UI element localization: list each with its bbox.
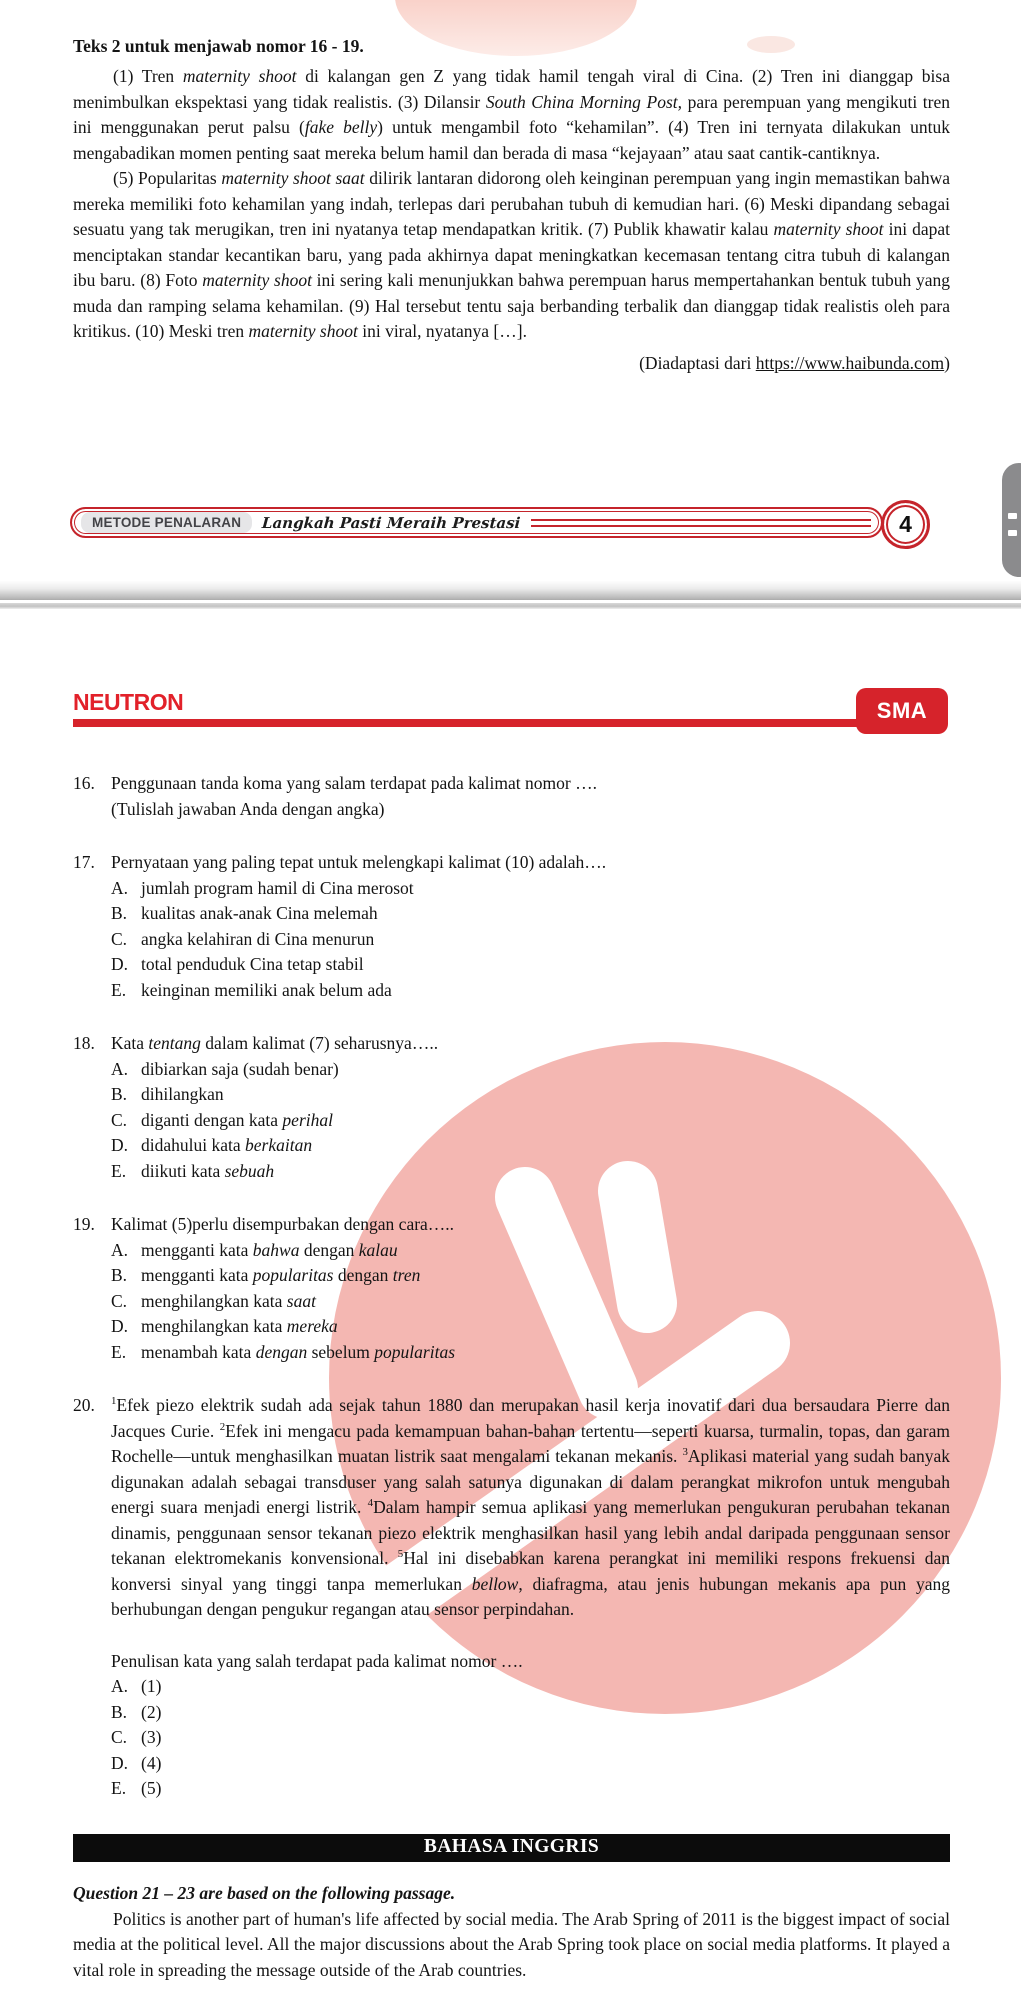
- question-prompt: Pernyataan yang paling tepat untuk melengkapi kalimat (10) adalah….: [111, 852, 607, 872]
- question-number: 19.: [73, 1214, 95, 1234]
- question-prompt: Penggunaan tanda koma yang salam terdapat pada kalimat nomor ….: [111, 773, 597, 793]
- answer-option: [111, 978, 950, 1004]
- answer-option: [111, 1108, 950, 1134]
- option-letter: B.: [111, 1084, 128, 1104]
- section-header-bar: BAHASA INGGRIS: [73, 1834, 950, 1862]
- edge-widget-dash: [1008, 513, 1017, 519]
- question-body: [111, 850, 950, 1003]
- english-passage-paragraph: Politics is another part of human's life affected by social media. The Arab Spring of 2011 is the biggest impact of social media at the political level. All the major discussions about the Arab Spring took place on social media platforms. It played a vital role in spreading the message outside of the Arab countries.: [73, 1908, 950, 1980]
- answer-option: [111, 1725, 950, 1751]
- option-letter: A.: [111, 877, 129, 898]
- page-break-edge: [0, 603, 1021, 609]
- page-break-shadow: [0, 581, 1021, 600]
- answer-option: [111, 1159, 950, 1185]
- page-number-badge: 4: [881, 500, 930, 549]
- option-letter: E.: [111, 1341, 127, 1362]
- footer-tagline: Langkah Pasti Meraih Prestasi: [261, 513, 522, 532]
- option-letter: D.: [111, 1135, 129, 1155]
- option-text: angka kelahiran di Cina menurun: [141, 928, 375, 949]
- edge-widget-dash: [1008, 530, 1017, 536]
- option-text: (3): [141, 1727, 162, 1747]
- answer-option: [111, 1238, 950, 1264]
- option-text: menambah kata dengan sebelum popularitas: [141, 1341, 456, 1362]
- question-body: [111, 1031, 950, 1184]
- option-letter: A.: [111, 1676, 129, 1696]
- page-header: [73, 689, 950, 727]
- answer-option: [111, 1340, 950, 1366]
- sma-badge: SMA: [856, 688, 948, 734]
- option-letter: B.: [111, 903, 128, 923]
- passage-paragraph-2: (5) Popularitas maternity shoot saat dilirik lantaran didorong oleh keinginan perempuan yang ingin memastikan bahwa mereka memiliki foto kehamilan yang indah, terlepas dari perubahan tubuh di kemudian hari. (6) Meski dipandang sebagai sesuatu yang tak merugikan, tren ini nyatanya tetap mendapatkan kritik. (7) Publik khawatir kalau maternity shoot ini dapat menciptakan standar kecantikan baru, yang pada akhirnya dapat meningkatkan kecemasan tentang citra tubuh di kalangan ibu baru. (8) Foto maternity shoot ini sering kali menunjukkan bahwa perempuan harus mempertahankan bentuk tubuh yang muda dan ramping selama kehamilan. (9) Hal tersebut tentu saja berbanding terbalik dan dianggap tidak realistis oleh para kritikus. (10) Meski tren maternity shoot ini viral, nyatanya […].: [73, 168, 950, 341]
- brand-logo-text: NEUTRON: [73, 689, 184, 715]
- answer-option: [111, 1674, 950, 1700]
- question-prompt: Penulisan kata yang salah terdapat pada kalimat nomor ….: [111, 1650, 523, 1671]
- question-body: [111, 1212, 950, 1365]
- answer-option: [111, 1057, 950, 1083]
- option-text: menghilangkan kata saat: [141, 1290, 316, 1311]
- citation-suffix: ): [944, 352, 950, 373]
- option-text: keinginan memiliki anak belum ada: [141, 979, 392, 1000]
- edge-widget[interactable]: [1002, 463, 1021, 577]
- option-letter: B.: [111, 1265, 128, 1285]
- footer-section-chip: METODE PENALARAN: [81, 512, 252, 533]
- option-letter: A.: [111, 1239, 129, 1260]
- option-letter: E.: [111, 1160, 127, 1181]
- option-letter: C.: [111, 1727, 128, 1747]
- option-letter: E.: [111, 1778, 127, 1798]
- option-text: (2): [141, 1701, 162, 1722]
- option-letter: C.: [111, 1109, 128, 1130]
- question-note: (Tulislah jawaban Anda dengan angka): [111, 798, 385, 819]
- questions: [73, 771, 950, 1802]
- question-block: [73, 1031, 950, 1184]
- answer-option: [111, 1289, 950, 1315]
- answer-option: [111, 1776, 950, 1802]
- answer-option: [111, 901, 950, 927]
- answer-option: [111, 1751, 950, 1777]
- option-text: (4): [141, 1752, 162, 1773]
- option-text: mengganti kata popularitas dengan tren: [141, 1265, 421, 1285]
- footer-ribbon: [70, 507, 883, 538]
- option-text: (5): [141, 1778, 162, 1798]
- option-letter: A.: [111, 1058, 129, 1079]
- citation-link[interactable]: https://www.haibunda.com: [755, 352, 945, 373]
- citation: [73, 351, 950, 377]
- option-letter: C.: [111, 928, 128, 949]
- english-passage-heading: Question 21 – 23 are based on the following passage.: [73, 1882, 456, 1903]
- question-block: [73, 850, 950, 1003]
- question-block: [73, 1212, 950, 1365]
- question-prompt: Kalimat (5)perlu disempurbakan dengan cara…..: [111, 1214, 455, 1234]
- question-block: [73, 1393, 950, 1802]
- option-text: diikuti kata sebuah: [141, 1160, 275, 1181]
- footer-leader-line: [531, 519, 871, 527]
- option-text: (1): [141, 1676, 162, 1696]
- option-text: didahului kata berkaitan: [141, 1135, 313, 1155]
- answer-option: [111, 1263, 950, 1289]
- option-text: diganti dengan kata perihal: [141, 1109, 333, 1130]
- option-letter: D.: [111, 954, 129, 974]
- question-number: 20.: [73, 1395, 95, 1415]
- brand-underline-bar: [73, 719, 878, 727]
- option-text: dihilangkan: [141, 1084, 224, 1104]
- question-number: 17.: [73, 852, 95, 872]
- question-number: 18.: [73, 1033, 95, 1053]
- question-body: [111, 1393, 950, 1802]
- option-text: menghilangkan kata mereka: [141, 1316, 338, 1336]
- option-letter: D.: [111, 1316, 129, 1336]
- exam-page-2: [0, 609, 1021, 2008]
- option-letter: D.: [111, 1752, 129, 1773]
- answer-option: [111, 1700, 950, 1726]
- option-text: kualitas anak-anak Cina melemah: [141, 903, 378, 923]
- answer-option: [111, 952, 950, 978]
- question-number: 16.: [73, 773, 95, 793]
- option-text: mengganti kata bahwa dengan kalau: [141, 1239, 398, 1260]
- question-block: [73, 771, 950, 822]
- passage-title: Teks 2 untuk menjawab nomor 16 - 19.: [73, 36, 364, 56]
- answer-option: [111, 1314, 950, 1340]
- exam-page-1: [0, 0, 1021, 581]
- option-letter: C.: [111, 1290, 128, 1311]
- answer-option: [111, 1133, 950, 1159]
- option-letter: E.: [111, 979, 127, 1000]
- answer-option: [111, 1082, 950, 1108]
- option-text: dibiarkan saja (sudah benar): [141, 1058, 339, 1079]
- question-prompt: Kata tentang dalam kalimat (7) seharusnya…..: [111, 1033, 439, 1053]
- question-passage: $^1$Efek piezo elektrik sudah ada sejak tahun 1880 dan merupakan hasil kerja inovatif dari dua bersaudara Pierre dan Jacques Curie. $^2$Efek ini mengacu pada kemampuan bahan-bahan tertentu—seperti kuarsa, turmalin, topas, dan garam Rochelle—untuk menghasilkan muatan listrik saat mengalami tekanan mekanis. $^3$Aplikasi material yang sudah banyak digunakan adalah sebagai transduser yang salah satunya digunakan di dalam perangkat mikrofon untuk mengubah energi suara menjadi energi listrik. $^4$Dalam hampir semua aplikasi yang memerlukan pengukuran perubahan tekanan dinamis, penggunaan sensor tekanan piezo elektrik menghasilkan hasil yang lebih andal daripada penggunaan sensor tekanan elektromekanis konvensional. $^5$Hal ini disebabkan karena perangkat ini memiliki respons frekuensi dan konversi sinyal yang tinggi tanpa memerlukan bellow, diafragma, atau jenis hubungan mekanis apa pun yang berhubungan dengan pengukur regangan atau sensor perpindahan.: [111, 1395, 950, 1619]
- option-letter: B.: [111, 1701, 128, 1722]
- passage-paragraph-1: (1) Tren maternity shoot di kalangan gen Z yang tidak hamil tengah viral di Cina. (2) Tren ini dianggap bisa menimbulkan ekspektasi yang tidak realistis. (3) Dilansir South China Morning Post, para perempuan yang mengikuti tren ini menggunakan perut palsu (fake belly) untuk mengambil foto “kehamilan”. (4) Tren ini ternyata dilakukan untuk mengabadikan momen penting saat mereka belum hamil dan berada di masa “kejayaan” atau saat cantik-cantiknya.: [73, 66, 951, 163]
- answer-option: [111, 876, 950, 902]
- option-text: total penduduk Cina tetap stabil: [141, 954, 364, 974]
- option-text: jumlah program hamil di Cina merosot: [141, 877, 414, 898]
- citation-prefix: (Diadaptasi dari: [639, 352, 756, 373]
- answer-option: [111, 927, 950, 953]
- question-body: [111, 771, 950, 822]
